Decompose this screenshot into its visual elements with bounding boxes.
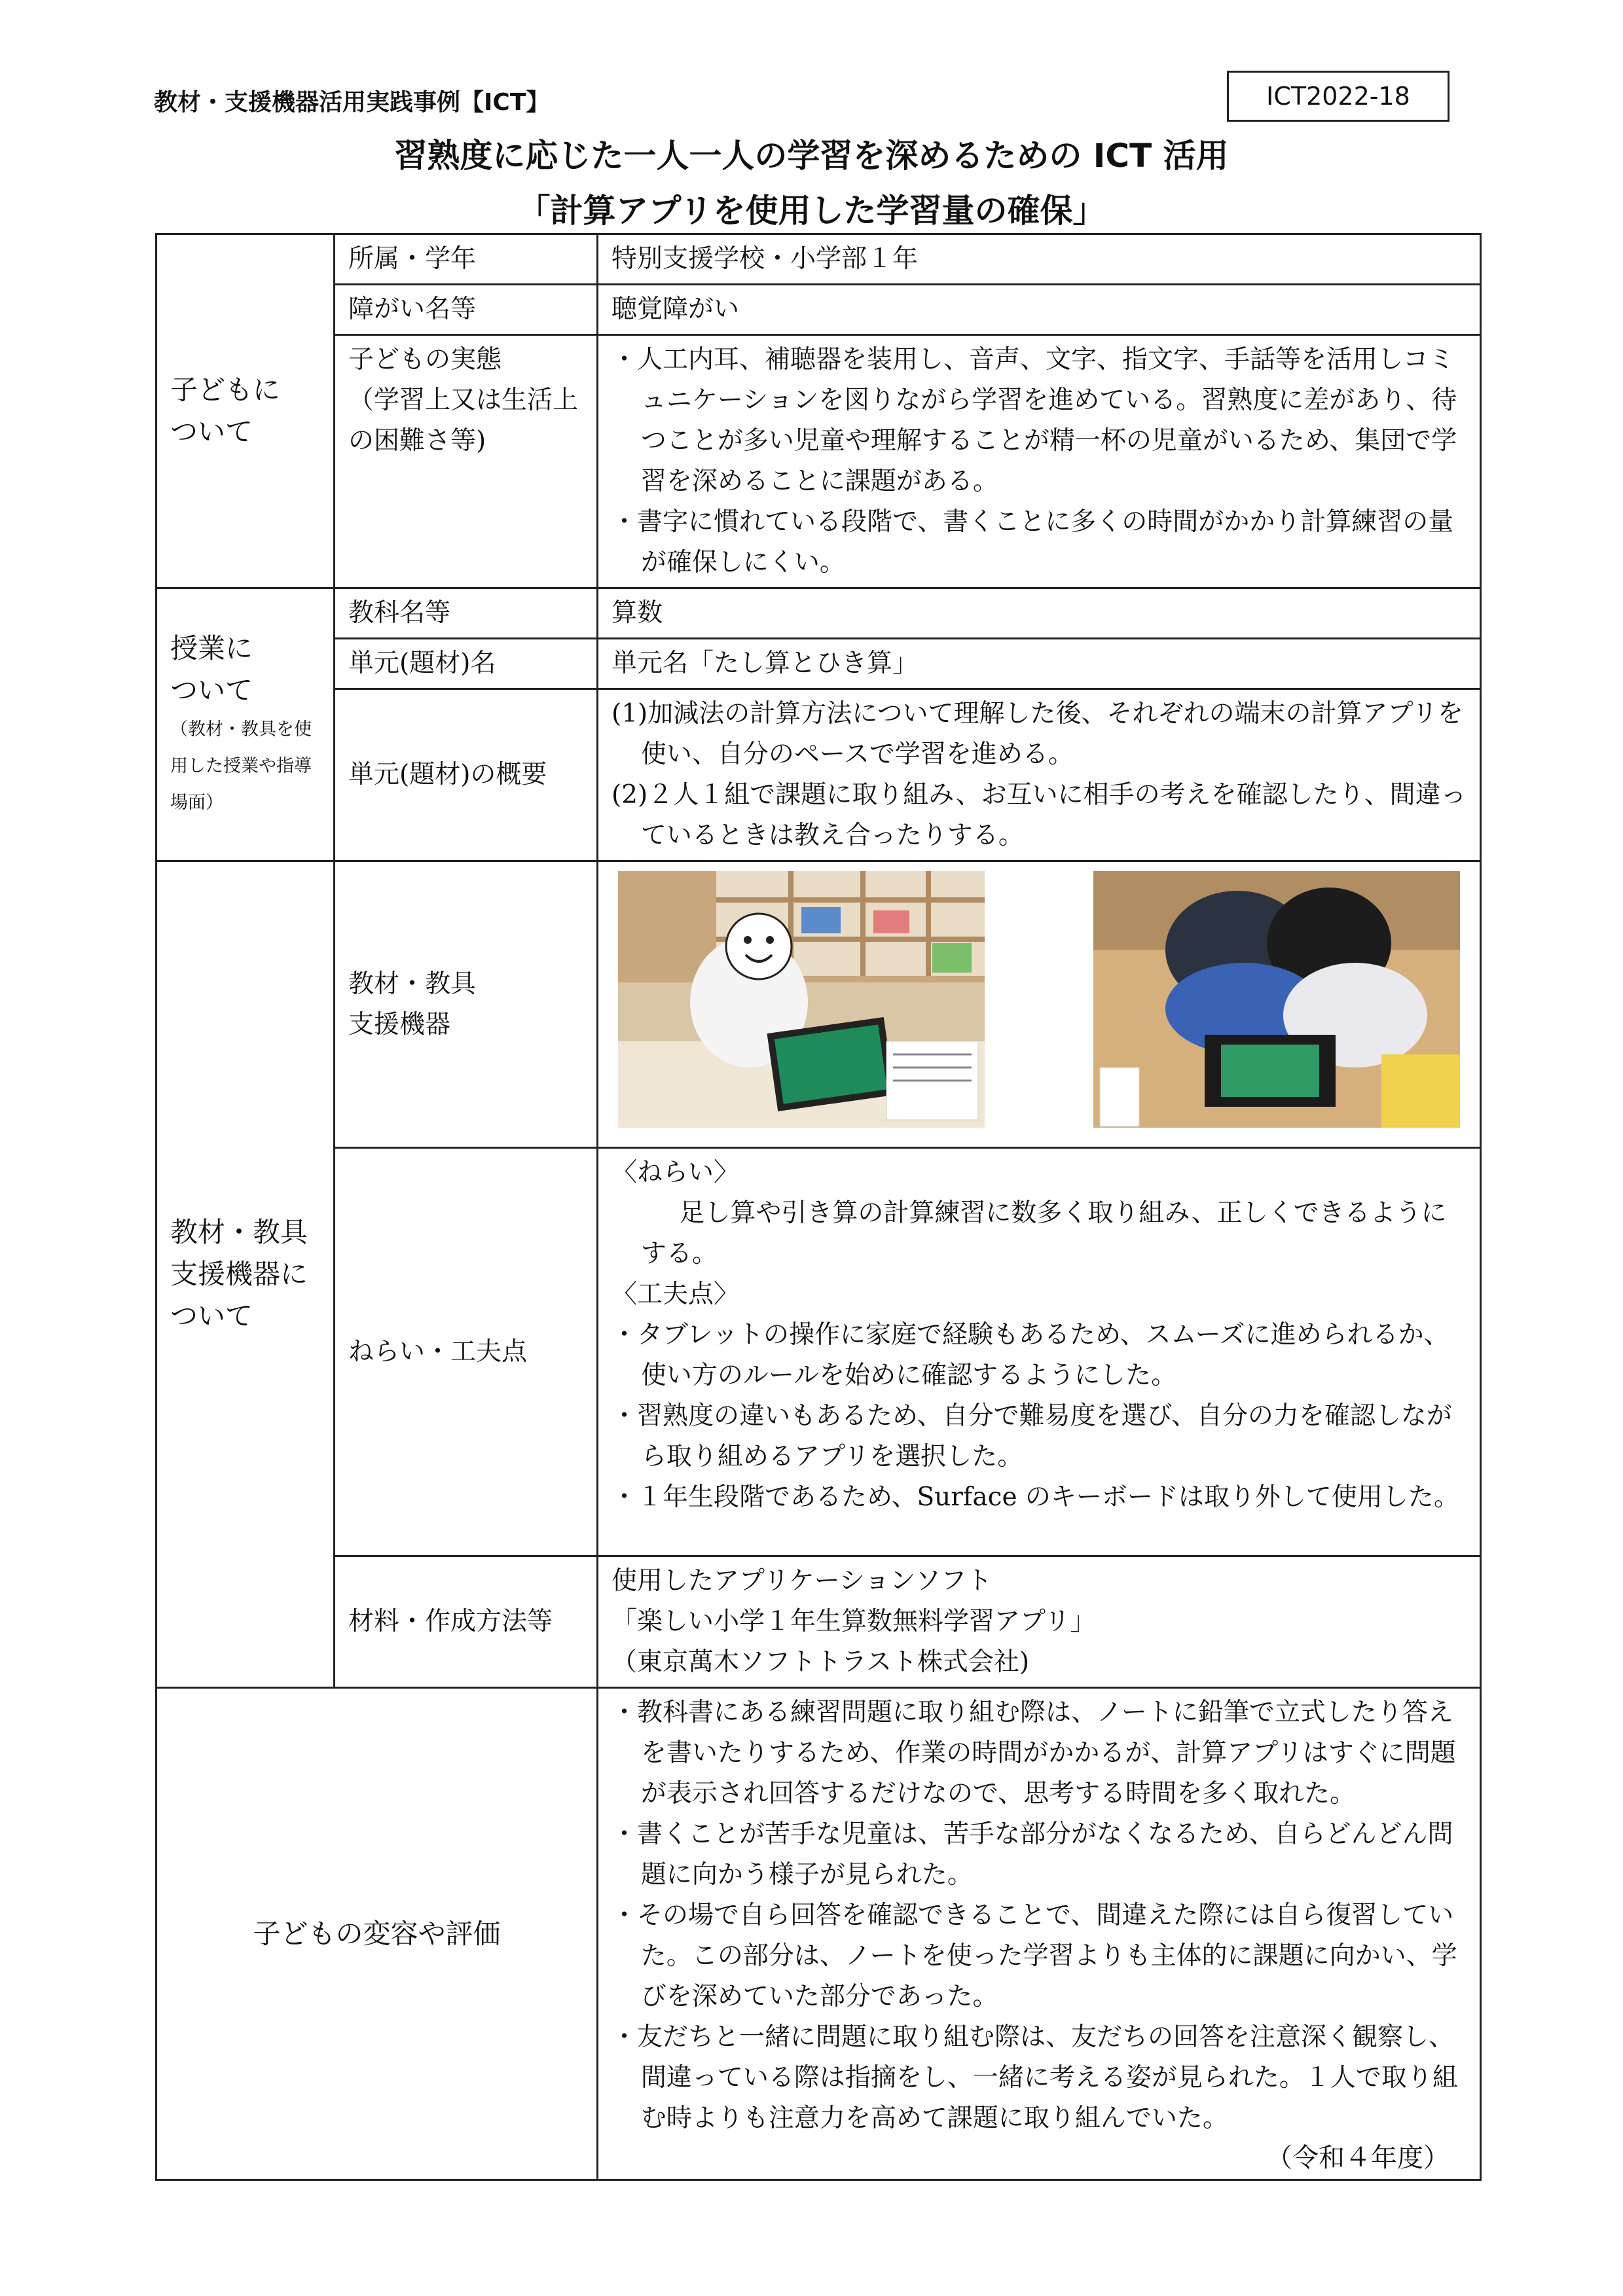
photo-cell — [598, 861, 1481, 1148]
method-line: 使用したアプリケーションソフト — [611, 1566, 993, 1596]
eval-item: ・教科書にある練習問題に取り組む際は、ノートに鉛筆で立式したり答えを書いたりするため、作業の時間がかかるが、計算アプリはすぐに問題が表示され回答するだけなので、思考する時間を多く取れた。 — [611, 1698, 1456, 1808]
document-id-box: ICT2022-18 — [1227, 71, 1450, 122]
disability-label: 障がい名等 — [335, 285, 598, 335]
aim-text: 足し算や引き算の計算練習に数多く取り組み、正しくできるようにする。 — [640, 1198, 1447, 1268]
status-item: ・書字に慣れている段階で、書くことに多くの時間がかかり計算練習の量が確保しにくい。 — [611, 507, 1454, 577]
series-label: 教材・支援機器活用実践事例【ICT】 — [154, 89, 550, 116]
aim-heading: 〈ねらい〉 — [611, 1158, 740, 1187]
tip-item: ・習熟度の違いもあるため、自分で難易度を選び、自分の力を確認しながら取り組めるアプリを選択した。 — [611, 1401, 1452, 1471]
page-subtitle: 「計算アプリを使用した学習量の確保」 — [517, 192, 1106, 230]
disability-value: 聴覚障がい — [598, 285, 1481, 335]
unit-value: 単元名「たし算とひき算」 — [598, 639, 1481, 689]
lesson-heading-text: 授業に ついて — [170, 632, 253, 706]
equipment-label: 教材・教具 支援機器 — [335, 861, 598, 1148]
eval-list — [598, 1688, 1481, 2180]
status-list — [598, 335, 1481, 588]
page-title: 習熟度に応じた一人一人の学習を深めるための ICT 活用 — [394, 137, 1229, 175]
classroom-photo-2 — [1093, 871, 1460, 1128]
aims-label: ねらい・工夫点 — [335, 1148, 598, 1556]
tip-item: ・１年生段階であるため、Surface のキーボードは取り外して使用した。 — [611, 1482, 1459, 1512]
unit-label: 単元(題材)名 — [335, 639, 598, 689]
tips-heading: 〈工夫点〉 — [611, 1280, 740, 1309]
subject-label: 教科名等 — [335, 588, 598, 639]
method-label: 材料・作成方法等 — [335, 1556, 598, 1688]
status-item: ・人工内耳、補聴器を装用し、音声、文字、指文字、手話等を活用しコミュニケーションを図りながら学習を進めている。習熟度に差があり、待つことが多い児童や理解することが精一杯の児童がいるため、集団で学習を深めることに課題がある。 — [611, 345, 1457, 496]
overview-label: 単元(題材)の概要 — [335, 689, 598, 861]
affiliation-value: 特別支援学校・小学部１年 — [598, 234, 1481, 285]
aims-content — [598, 1148, 1481, 1556]
section-materials-heading: 教材・教具 支援機器に ついて — [156, 861, 335, 1688]
eval-item: ・友だちと一緒に問題に取り組む際は、友だちの回答を注意深く観察し、間違っている際は指摘をし、一緒に考える姿が見られた。１人で取り組む時よりも注意力を高めて課題に取り組んでいた。 — [611, 2022, 1458, 2133]
tip-item: ・タブレットの操作に家庭で経験もあるため、スムーズに進められるか、使い方のルールを始めに確認するようにした。 — [611, 1320, 1450, 1390]
method-line: （東京萬木ソフトトラスト株式会社) — [611, 1647, 1030, 1677]
eval-item: ・書くことが苦手な児童は、苦手な部分がなくなるため、自らどんどん問題に向かう様子が見られた。 — [611, 1820, 1453, 1890]
fiscal-year-note: （令和４年度） — [1266, 2143, 1450, 2173]
section-lesson-heading — [156, 588, 335, 861]
method-line: 「楽しい小学１年生算数無料学習アプリ」 — [611, 1607, 1096, 1636]
classroom-photo-1 — [618, 871, 985, 1128]
method-content — [598, 1556, 1481, 1688]
overview-list — [598, 689, 1481, 861]
overview-item: (1)加減法の計算方法について理解した後、それぞれの端末の計算アプリを使い、自分のペースで学習を進める。 — [611, 699, 1463, 769]
section-eval-heading: 子どもの変容や評価 — [156, 1688, 598, 2180]
subject-value: 算数 — [598, 588, 1481, 639]
overview-item: (2)２人１組で課題に取り組み、お互いに相手の考えを確認したり、間違っているときは教え合ったりする。 — [611, 780, 1467, 850]
section-child-heading: 子どもに ついて — [156, 234, 335, 588]
eval-item: ・その場で自ら回答を確認できることで、間違えた際には自ら復習していた。この部分は、ノートを使った学習よりも主体的に課題に向かい、学びを深めていた部分であった。 — [611, 1901, 1457, 2011]
case-table — [155, 233, 1482, 2181]
status-label: 子どもの実態 （学習上又は生活上の困難さ等) — [335, 335, 598, 588]
affiliation-label: 所属・学年 — [335, 234, 598, 285]
lesson-heading-note: （教材・教具を使用した授業や指導場面） — [170, 719, 312, 813]
